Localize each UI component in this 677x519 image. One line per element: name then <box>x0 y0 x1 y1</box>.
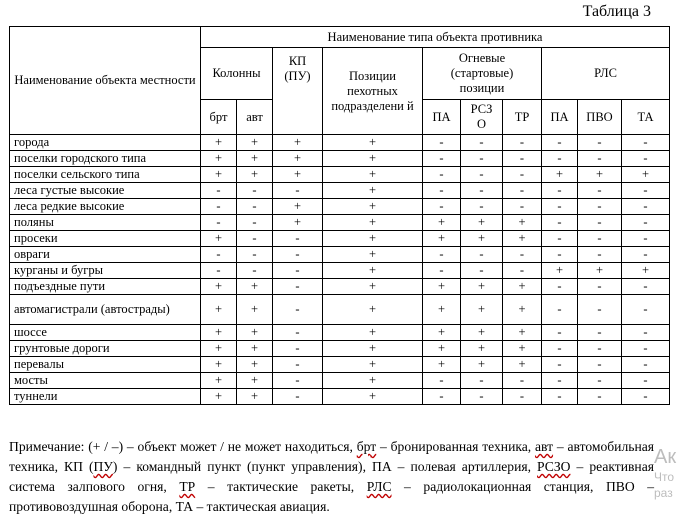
table-row <box>10 215 670 231</box>
cell-mark: + <box>323 263 423 279</box>
row-object-name: автомагистрали (автострады) <box>10 295 201 325</box>
cell-mark: + <box>461 215 503 231</box>
watermark-line: Ак <box>654 446 677 468</box>
cell-mark: - <box>622 135 670 151</box>
cell-mark: + <box>503 295 542 325</box>
table-row <box>10 183 670 199</box>
watermark-line: Что <box>654 470 675 484</box>
cell-mark: - <box>503 263 542 279</box>
cell-mark: - <box>578 215 622 231</box>
cell-mark: - <box>622 247 670 263</box>
cell-mark: + <box>237 135 273 151</box>
cell-mark: + <box>503 325 542 341</box>
header-sub-brt: брт <box>201 100 237 135</box>
row-object-name: подъездные пути <box>10 279 201 295</box>
header-infantry: Позиции пехотных подразделени й <box>323 48 423 135</box>
note-text: – тактические ракеты, <box>195 479 367 494</box>
cell-mark: - <box>542 357 578 373</box>
cell-mark: + <box>323 167 423 183</box>
cell-mark: - <box>542 341 578 357</box>
note-text: ) – командный пункт (пункт управления), ПА – полевая артиллерия, <box>112 459 538 474</box>
cell-mark: - <box>578 151 622 167</box>
cell-mark: - <box>542 135 578 151</box>
cell-mark: - <box>578 341 622 357</box>
header-kp: КП (ПУ) <box>273 48 323 135</box>
cell-mark: - <box>273 325 323 341</box>
cell-mark: - <box>578 389 622 405</box>
cell-mark: - <box>423 151 461 167</box>
cell-mark: + <box>201 373 237 389</box>
cell-mark: + <box>237 167 273 183</box>
table-row <box>10 167 670 183</box>
cell-mark: - <box>578 231 622 247</box>
cell-mark: - <box>542 183 578 199</box>
cell-mark: - <box>237 263 273 279</box>
cell-mark: + <box>323 247 423 263</box>
cell-mark: - <box>461 389 503 405</box>
table-row <box>10 231 670 247</box>
cell-mark: - <box>503 247 542 263</box>
cell-mark: + <box>201 357 237 373</box>
cell-mark: + <box>201 167 237 183</box>
cell-mark: + <box>323 279 423 295</box>
row-object-name: шоссе <box>10 325 201 341</box>
cell-mark: - <box>461 167 503 183</box>
cell-mark: - <box>237 231 273 247</box>
cell-mark: - <box>622 199 670 215</box>
cell-mark: + <box>423 231 461 247</box>
row-object-name: поселки городского типа <box>10 151 201 167</box>
row-object-name: перевалы <box>10 357 201 373</box>
header-sub-rszo: РСЗ О <box>461 100 503 135</box>
cell-mark: + <box>503 231 542 247</box>
cell-mark: - <box>578 199 622 215</box>
cell-mark: + <box>273 135 323 151</box>
row-object-name: курганы и бугры <box>10 263 201 279</box>
cell-mark: - <box>622 389 670 405</box>
cell-mark: + <box>273 167 323 183</box>
cell-mark: - <box>461 247 503 263</box>
note-text: – автомобильная техника, КП ( <box>9 439 654 474</box>
cell-mark: + <box>323 341 423 357</box>
cell-mark: + <box>273 199 323 215</box>
cell-mark: - <box>273 389 323 405</box>
cell-mark: - <box>273 341 323 357</box>
cell-mark: - <box>578 325 622 341</box>
cell-mark: + <box>323 135 423 151</box>
cell-mark: - <box>273 263 323 279</box>
cell-mark: - <box>503 373 542 389</box>
cell-mark: + <box>237 389 273 405</box>
cell-mark: - <box>503 389 542 405</box>
cell-mark: - <box>461 373 503 389</box>
cell-mark: + <box>423 215 461 231</box>
cell-mark: + <box>237 279 273 295</box>
cell-mark: + <box>237 357 273 373</box>
note-abbr-tr: ТР <box>179 479 196 494</box>
cell-mark: - <box>503 199 542 215</box>
row-object-name: леса редкие высокие <box>10 199 201 215</box>
cell-mark: - <box>542 325 578 341</box>
header-sub-tr: ТР <box>503 100 542 135</box>
cell-mark: - <box>423 199 461 215</box>
cell-mark: - <box>542 373 578 389</box>
note-text: – бронированная техника, <box>376 439 535 454</box>
cell-mark: + <box>201 325 237 341</box>
cell-mark: - <box>622 325 670 341</box>
cell-mark: + <box>578 263 622 279</box>
cell-mark: + <box>423 357 461 373</box>
cell-mark: - <box>273 373 323 389</box>
cell-mark: - <box>461 135 503 151</box>
table-row <box>10 279 670 295</box>
table-row <box>10 389 670 405</box>
cell-mark: + <box>201 295 237 325</box>
header-enemy-type: Наименование типа объекта противника <box>201 27 670 48</box>
cell-mark: - <box>542 279 578 295</box>
row-object-name: овраги <box>10 247 201 263</box>
header-columns: Колонны <box>201 48 273 100</box>
header-rls: РЛС <box>542 48 670 100</box>
cell-mark: + <box>503 279 542 295</box>
note-text: Примечание: (+ / –) – объект может / не может находиться, <box>9 439 357 454</box>
header-fire-positions: Огневые (стартовые) позиции <box>423 48 542 100</box>
cell-mark: - <box>542 231 578 247</box>
cell-mark: + <box>201 341 237 357</box>
cell-mark: + <box>201 279 237 295</box>
cell-mark: - <box>423 247 461 263</box>
cell-mark: + <box>237 151 273 167</box>
table-caption: Таблица 3 <box>582 3 651 20</box>
header-object-name: Наименование объекта местности <box>10 27 201 135</box>
cell-mark: - <box>273 247 323 263</box>
cell-mark: + <box>273 215 323 231</box>
cell-mark: + <box>323 199 423 215</box>
cell-mark: - <box>542 295 578 325</box>
table-row <box>10 295 670 325</box>
cell-mark: - <box>201 263 237 279</box>
objects-table <box>9 26 670 405</box>
cell-mark: - <box>503 167 542 183</box>
row-object-name: поляны <box>10 215 201 231</box>
cell-mark: + <box>461 325 503 341</box>
row-object-name: города <box>10 135 201 151</box>
cell-mark: + <box>323 325 423 341</box>
cell-mark: - <box>423 183 461 199</box>
cell-mark: - <box>461 151 503 167</box>
cell-mark: + <box>201 151 237 167</box>
cell-mark: - <box>622 357 670 373</box>
cell-mark: + <box>542 263 578 279</box>
table-row <box>10 199 670 215</box>
cell-mark: - <box>273 279 323 295</box>
cell-mark: + <box>323 215 423 231</box>
header-sub-pa: ПА <box>423 100 461 135</box>
table-row <box>10 341 670 357</box>
cell-mark: + <box>423 295 461 325</box>
cell-mark: + <box>323 373 423 389</box>
cell-mark: + <box>237 341 273 357</box>
row-object-name: просеки <box>10 231 201 247</box>
cell-mark: - <box>578 247 622 263</box>
cell-mark: - <box>578 183 622 199</box>
cell-mark: - <box>237 247 273 263</box>
note-abbr-pu: ПУ <box>93 459 113 474</box>
cell-mark: - <box>237 199 273 215</box>
cell-mark: - <box>622 295 670 325</box>
cell-mark: - <box>201 199 237 215</box>
cell-mark: - <box>503 183 542 199</box>
cell-mark: - <box>622 151 670 167</box>
cell-mark: - <box>622 373 670 389</box>
cell-mark: + <box>503 357 542 373</box>
note-text: – реактивная система залпового огня, <box>9 459 654 494</box>
cell-mark: - <box>423 263 461 279</box>
cell-mark: - <box>622 183 670 199</box>
table-row <box>10 325 670 341</box>
cell-mark: - <box>622 341 670 357</box>
cell-mark: + <box>622 263 670 279</box>
row-object-name: леса густые высокие <box>10 183 201 199</box>
cell-mark: + <box>323 295 423 325</box>
table-row <box>10 357 670 373</box>
row-object-name: грунтовые дороги <box>10 341 201 357</box>
header-sub-avt: авт <box>237 100 273 135</box>
table-row <box>10 151 670 167</box>
cell-mark: + <box>323 231 423 247</box>
row-object-name: туннели <box>10 389 201 405</box>
cell-mark: - <box>273 183 323 199</box>
cell-mark: + <box>323 151 423 167</box>
cell-mark: - <box>201 247 237 263</box>
cell-mark: - <box>578 357 622 373</box>
cell-mark: - <box>237 215 273 231</box>
cell-mark: - <box>622 279 670 295</box>
cell-mark: - <box>542 215 578 231</box>
note-abbr-rszo: РСЗО <box>537 459 571 474</box>
note-abbr-brt: брт <box>356 439 377 454</box>
cell-mark: + <box>423 325 461 341</box>
cell-mark: + <box>578 167 622 183</box>
cell-mark: + <box>622 167 670 183</box>
cell-mark: - <box>503 135 542 151</box>
cell-mark: - <box>273 295 323 325</box>
cell-mark: - <box>273 357 323 373</box>
cell-mark: - <box>201 183 237 199</box>
cell-mark: - <box>622 215 670 231</box>
cell-mark: - <box>542 389 578 405</box>
cell-mark: + <box>201 231 237 247</box>
cell-mark: - <box>622 231 670 247</box>
cell-mark: + <box>237 295 273 325</box>
row-object-name: мосты <box>10 373 201 389</box>
cell-mark: + <box>237 325 273 341</box>
cell-mark: - <box>201 215 237 231</box>
cell-mark: - <box>273 231 323 247</box>
cell-mark: - <box>578 295 622 325</box>
cell-mark: + <box>461 295 503 325</box>
table-row <box>10 135 670 151</box>
header-sub-pvo: ПВО <box>578 100 622 135</box>
cell-mark: + <box>503 215 542 231</box>
cell-mark: + <box>201 135 237 151</box>
cell-mark: - <box>578 279 622 295</box>
cell-mark: - <box>578 135 622 151</box>
cell-mark: - <box>542 247 578 263</box>
cell-mark: - <box>578 373 622 389</box>
watermark-line: раз <box>654 486 673 500</box>
cell-mark: - <box>423 135 461 151</box>
cell-mark: + <box>542 167 578 183</box>
cell-mark: - <box>423 167 461 183</box>
cell-mark: + <box>503 341 542 357</box>
header-sub-rls-pa: ПА <box>542 100 578 135</box>
cell-mark: + <box>323 183 423 199</box>
note-abbr-rls: РЛС <box>366 479 392 494</box>
table-row <box>10 373 670 389</box>
cell-mark: + <box>323 389 423 405</box>
cell-mark: - <box>423 373 461 389</box>
cell-mark: + <box>273 151 323 167</box>
cell-mark: + <box>461 341 503 357</box>
row-object-name: поселки сельского типа <box>10 167 201 183</box>
table-note <box>9 437 654 517</box>
cell-mark: + <box>461 357 503 373</box>
cell-mark: - <box>461 199 503 215</box>
cell-mark: + <box>461 279 503 295</box>
note-abbr-avt: авт <box>534 439 554 454</box>
cell-mark: - <box>542 199 578 215</box>
cell-mark: - <box>461 263 503 279</box>
cell-mark: - <box>503 151 542 167</box>
cell-mark: + <box>461 231 503 247</box>
cell-mark: - <box>237 183 273 199</box>
header-sub-ta: ТА <box>622 100 670 135</box>
table-row <box>10 263 670 279</box>
cell-mark: + <box>323 357 423 373</box>
note-text: – радиолокационная станция, ПВО – противовоздушная оборона, ТА – тактическая авиация. <box>9 479 654 514</box>
cell-mark: - <box>542 151 578 167</box>
cell-mark: - <box>461 183 503 199</box>
cell-mark: + <box>237 373 273 389</box>
cell-mark: + <box>423 341 461 357</box>
cell-mark: + <box>201 389 237 405</box>
activation-watermark <box>654 445 677 501</box>
cell-mark: - <box>423 389 461 405</box>
cell-mark: + <box>423 279 461 295</box>
table-row <box>10 247 670 263</box>
